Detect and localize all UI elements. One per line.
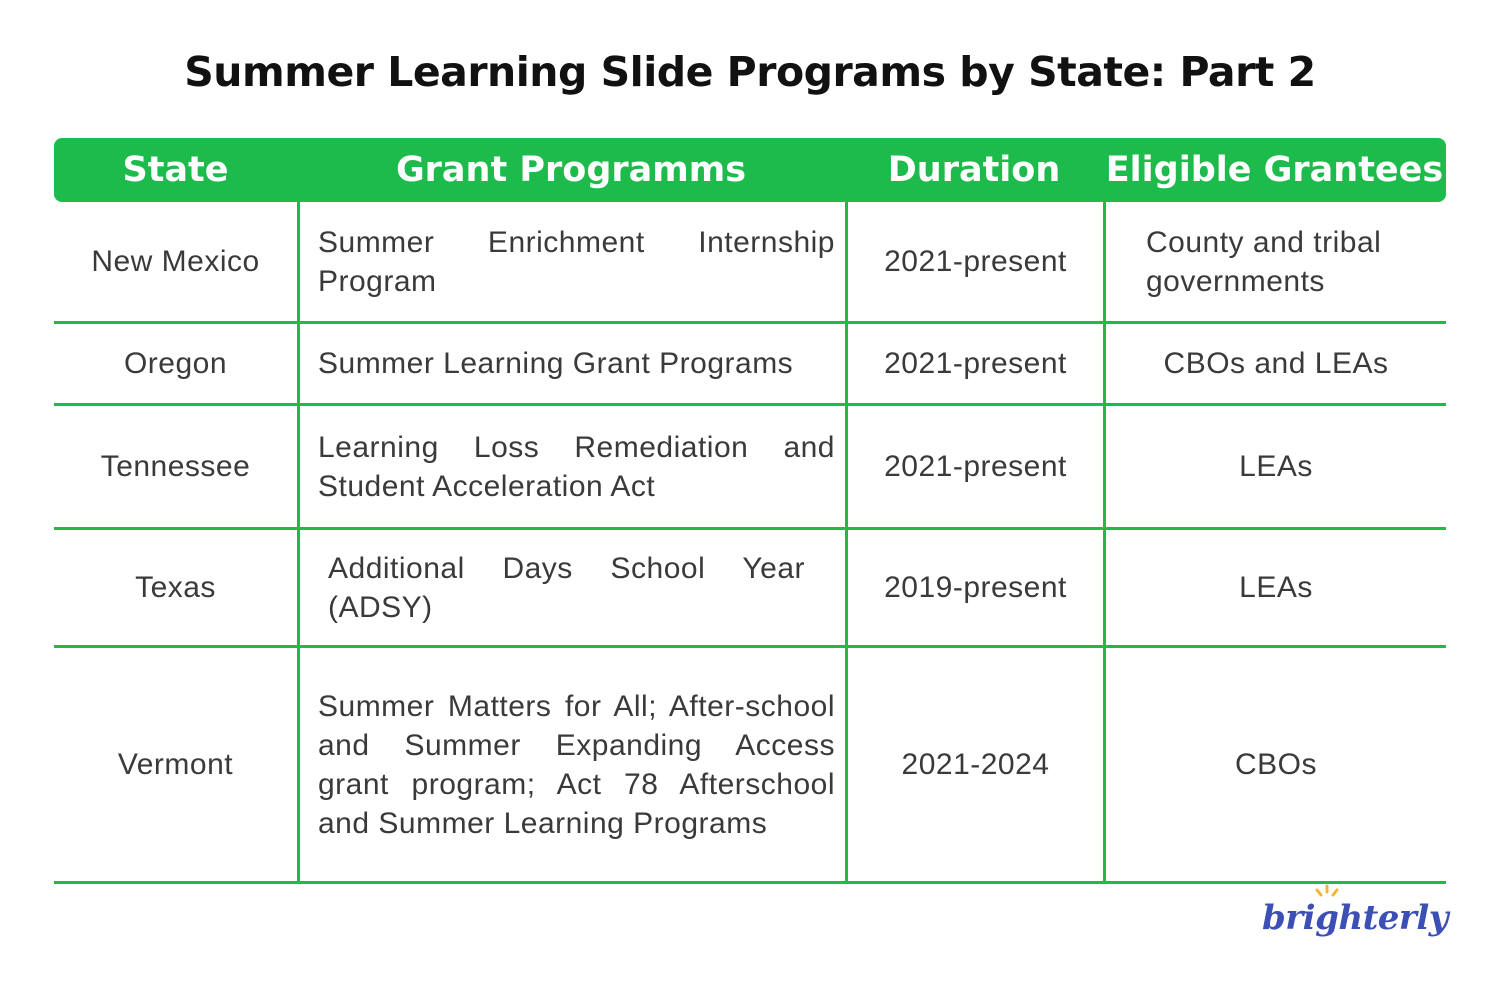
state-name: Vermont xyxy=(117,748,234,781)
state-name: Texas xyxy=(135,571,216,604)
grantees-cell xyxy=(1103,406,1446,527)
program-name: Summer Learning Grant Programs xyxy=(318,347,794,380)
table-header xyxy=(54,138,1446,202)
header-eligible-grantees: Eligible Grantees xyxy=(1105,150,1444,190)
state-cell xyxy=(54,648,297,881)
brighterly-logo xyxy=(1262,898,1448,938)
duration-value: 2019-present xyxy=(884,571,1067,604)
state-cell xyxy=(54,324,297,403)
table-row xyxy=(54,648,1446,884)
grantees-value: County and tribal governments xyxy=(1146,225,1382,298)
duration-cell xyxy=(845,648,1103,881)
program-name: Learning Loss Remediation and Student Acceleration Act xyxy=(318,430,835,503)
state-name: New Mexico xyxy=(91,245,260,278)
state-cell xyxy=(54,202,297,321)
duration-value: 2021-present xyxy=(884,347,1067,380)
program-name: Additional Days School Year (ADSY) xyxy=(328,551,805,624)
grantees-value: LEAs xyxy=(1239,450,1313,483)
grantees-cell xyxy=(1103,648,1446,881)
header-grant-programs: Grant Programms xyxy=(395,150,747,190)
duration-cell xyxy=(845,202,1103,321)
program-name: Summer Matters for All; After-school and Summer Expanding Access grant program; Act 78 Afterschool and Summer Learning Programs xyxy=(318,689,835,840)
table-row xyxy=(54,324,1446,406)
duration-value: 2021-2024 xyxy=(901,748,1050,781)
logo-text: brighterly xyxy=(1261,898,1448,938)
program-name: Summer Enrichment Internship Program xyxy=(318,225,835,298)
programs-table xyxy=(54,138,1446,884)
duration-cell xyxy=(845,530,1103,645)
header-duration: Duration xyxy=(887,150,1061,190)
sun-icon xyxy=(1312,884,1342,904)
duration-cell xyxy=(845,324,1103,403)
program-cell xyxy=(297,324,845,403)
state-name: Oregon xyxy=(123,347,228,380)
grantees-cell xyxy=(1103,324,1446,403)
duration-value: 2021-present xyxy=(884,245,1067,278)
program-cell xyxy=(297,406,845,527)
table-row xyxy=(54,406,1446,530)
duration-value: 2021-present xyxy=(884,450,1067,483)
duration-cell xyxy=(845,406,1103,527)
program-cell xyxy=(297,530,845,645)
table-row xyxy=(54,202,1446,324)
table-row xyxy=(54,530,1446,648)
program-cell xyxy=(297,202,845,321)
program-cell xyxy=(297,648,845,881)
grantees-value: CBOs and LEAs xyxy=(1163,347,1389,380)
state-cell xyxy=(54,530,297,645)
state-cell xyxy=(54,406,297,527)
grantees-cell xyxy=(1103,530,1446,645)
grantees-value: CBOs xyxy=(1234,748,1317,781)
header-state: State xyxy=(122,150,229,190)
page-title: Summer Learning Slide Programs by State: Part 2 xyxy=(184,48,1316,96)
state-name: Tennessee xyxy=(100,450,251,483)
grantees-value: LEAs xyxy=(1239,571,1313,604)
grantees-cell xyxy=(1103,202,1446,321)
